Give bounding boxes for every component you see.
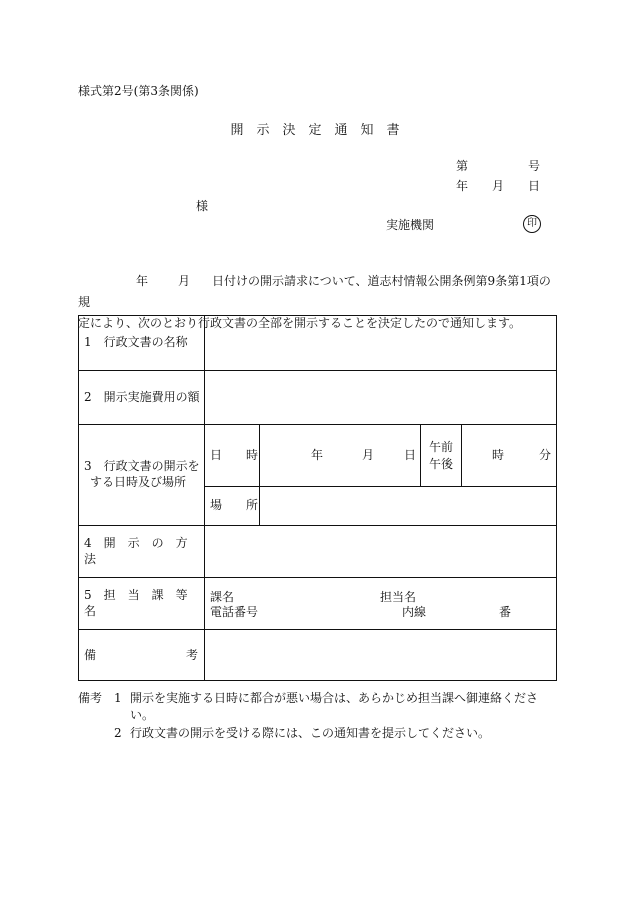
row5-ext-suffix: 番 <box>499 605 512 619</box>
body-year: 年 <box>136 274 149 288</box>
row6-label <box>84 630 198 681</box>
row4-label: 4 開 示 の 方 法 <box>84 535 200 566</box>
number-prefix: 第 <box>456 159 469 173</box>
row5-label: 5 担 当 課 等 名 <box>84 587 200 618</box>
date-day: 日 <box>527 179 540 193</box>
row3-hour: 時 <box>492 447 505 462</box>
row3-ampm-field <box>421 425 461 486</box>
date-year: 年 <box>456 179 469 193</box>
row3-pm: 午後 <box>428 456 453 471</box>
row3-day: 日 <box>404 447 417 462</box>
row3-label-line2: する日時及び場所 <box>90 475 187 489</box>
body-line2: 定により、次のとおり行政文書の全部を開示することを決定したので通知します。 <box>78 316 522 330</box>
notes-section <box>78 690 538 742</box>
row1-label: 1 行政文書の名称 <box>84 334 188 349</box>
date-month: 月 <box>491 179 504 193</box>
row2-label: 2 開示実施費用の額 <box>84 389 200 404</box>
row3-date-field <box>260 425 420 486</box>
decision-table <box>78 315 557 681</box>
document-number-line <box>456 160 540 172</box>
row3-place-value <box>260 487 556 525</box>
row6-label-end: 考 <box>185 647 198 662</box>
row5-person: 担当名 <box>380 590 417 604</box>
note1-continuation: い。 <box>130 708 155 723</box>
row6-value <box>206 630 556 681</box>
row3-month: 月 <box>362 447 375 462</box>
body-line1: 日付けの開示請求について、道志村情報公開条例第9条第1項の規 <box>78 274 551 309</box>
row5-phone: 電話番号 <box>210 605 259 619</box>
document-title: 開 示 決 定 通 知 書 <box>230 123 400 138</box>
row3-label <box>84 425 202 525</box>
form-number: 様式第2号(第3条関係) <box>78 84 199 98</box>
agency-label: 実施機関 <box>386 218 435 232</box>
row2-value <box>206 371 556 424</box>
note2-number: 2 <box>114 725 122 740</box>
row3-label-line1: 3 行政文書の開示を <box>84 459 200 474</box>
row3-datetime-label: 日 時 <box>210 447 259 462</box>
row3-minute: 分 <box>539 447 552 462</box>
body-month: 月 <box>178 274 191 288</box>
row5-contact-field <box>210 578 556 629</box>
note2-text: 行政文書の開示を受ける際には、この通知書を提示してください。 <box>130 725 491 740</box>
addressee-suffix: 様 <box>196 199 209 213</box>
row4-value <box>206 526 556 577</box>
row3-am: 午前 <box>428 440 453 455</box>
row1-value <box>206 315 556 370</box>
number-suffix: 号 <box>527 159 540 173</box>
row3-place-label: 場 所 <box>210 498 259 513</box>
row3-time-field <box>462 425 556 486</box>
row6-label-start: 備 <box>84 647 97 662</box>
note1-number: 1 <box>114 691 122 705</box>
notes-prefix: 備考 <box>78 691 103 705</box>
note1-text: 開示を実施する日時に都合が悪い場合は、あらかじめ担当課へ御連絡くださ <box>130 691 539 705</box>
row5-ext: 内線 <box>402 605 427 619</box>
row3-year: 年 <box>311 447 324 462</box>
issue-date-line <box>456 180 540 192</box>
row5-section: 課名 <box>210 590 235 604</box>
seal-mark: 印 <box>523 215 541 233</box>
